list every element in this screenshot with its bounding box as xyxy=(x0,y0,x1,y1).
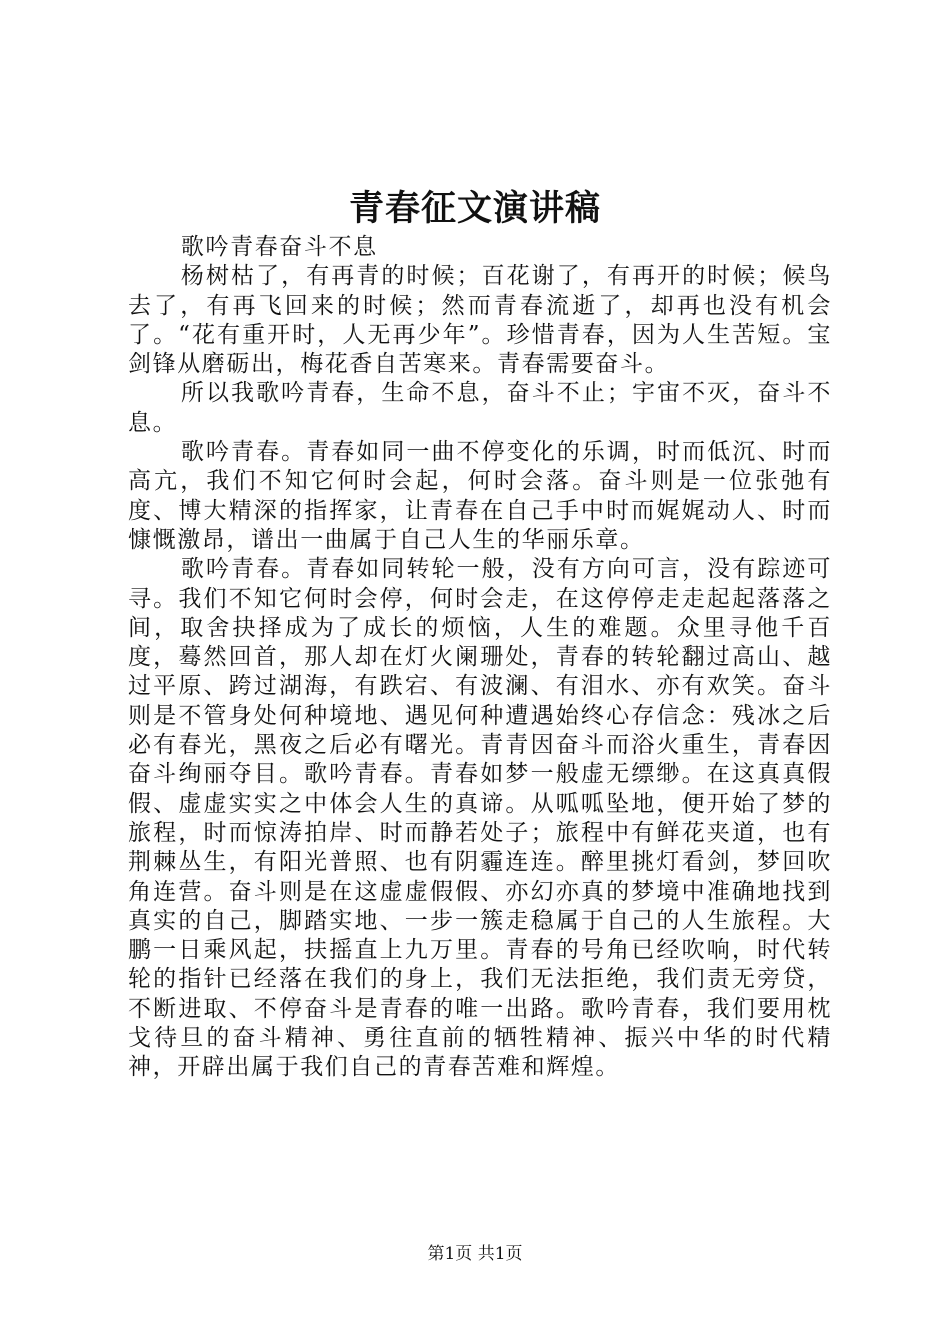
body-paragraph: 歌吟青春。青春如同一曲不停变化的乐调，时而低沉、时而高亢，我们不知它何时会起，何时会落。奋斗则是一位张弛有度、博大精深的指挥家，让青春在自己手中时而娓娓动人、时而慷慨激昂，谱出一曲属于自己人生的华丽乐章。 xyxy=(128,439,832,553)
body-paragraph: 杨树枯了，有再青的时候；百花谢了，有再开的时候；候鸟去了，有再飞回来的时候；然而青春流逝了，却再也没有机会了。“花有重开时，人无再少年”。珍惜青春，因为人生苦短。宝剑锋从磨砺出，梅花香自苦寒来。青春需要奋斗。 xyxy=(128,263,832,378)
body-paragraph: 所以我歌吟青春，生命不息，奋斗不止；宇宙不灭，奋斗不息。 xyxy=(128,380,832,436)
document-title: 青春征文演讲稿 xyxy=(348,188,601,229)
subtitle-paragraph: 歌吟青春奋斗不息 xyxy=(180,234,378,260)
page-number-footer: 第1页 共1页 xyxy=(427,1244,523,1264)
body-paragraph: 歌吟青春。青春如同转轮一般，没有方向可言，没有踪迹可寻。我们不知它何时会停，何时会走，在这停停走走起起落落之间，取舍抉择成为了成长的烦恼，人生的难题。众里寻他千百度，蓦然回首，那人却在灯火阑珊处，青春的转轮翻过高山、越过平原、跨过湖海，有跌宕、有波澜、有泪水、亦有欢笑。奋斗则是不管身处何种境地、遇见何种遭遇始终心存信念：残冰之后必有春光，黑夜之后必有曙光。青青因奋斗而浴火重生，青春因奋斗绚丽夺目。歌吟青春。青春如梦一般虚无缥缈。在这真真假假、虚虚实实之中体会人生的真谛。从呱呱坠地，便开始了梦的旅程，时而惊涛拍岸、时而静若处子；旅程中有鲜花夹道，也有荆棘丛生，有阳光普照、也有阴霾连连。醉里挑灯看剑，梦回吹角连营。奋斗则是在这虚虚假假、亦幻亦真的梦境中准确地找到真实的自己，脚踏实地、一步一簇走稳属于自己的人生旅程。大鹏一日乘风起，扶摇直上九万里。青春的号角已经吹响，时代转轮的指针已经落在我们的身上，我们无法拒绝，我们责无旁贷，不断进取、不停奋斗是青春的唯一出路。歌吟青春，我们要用枕戈待旦的奋斗精神、勇往直前的牺牲精神、振兴中华的时代精神，开辟出属于我们自己的青春苦难和辉煌。 xyxy=(128,556,832,1081)
document-body xyxy=(128,233,832,1083)
